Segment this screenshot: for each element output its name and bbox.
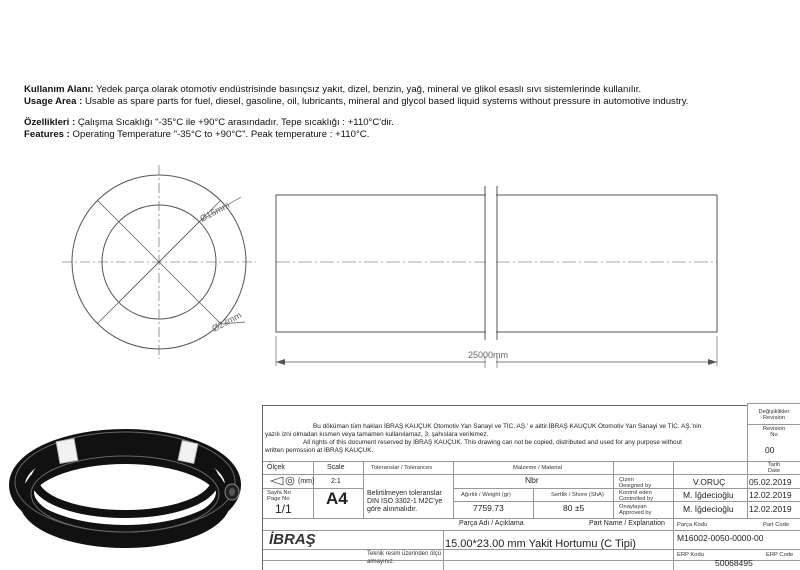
projection-symbol-icon bbox=[269, 476, 297, 486]
scale-label: Scale bbox=[327, 464, 345, 471]
scale-note: Teknik resim üzerinden ölçü almayınız. bbox=[367, 551, 442, 565]
inner-diameter-label: Ø15mm bbox=[198, 199, 232, 224]
copyright-en: All rights of this document reserved by İBRAŞ KAUÇUK. This drawing can not be copied, distributed and used for any purpose without bbox=[303, 439, 682, 446]
scale-value: 2:1 bbox=[331, 478, 341, 485]
hose-coil-photo bbox=[0, 420, 262, 569]
date-label: Tarih Date bbox=[767, 462, 781, 474]
tolerance-label: Toleranslar / Tolerances bbox=[371, 465, 433, 471]
changes-label: Değişiklikler Revision bbox=[758, 409, 790, 421]
unit: (mm) bbox=[298, 478, 315, 485]
tolerance-text: Belirtilmeyen toleranslar DIN ISO 3302-1 M2C'ye göre alınmalıdır. bbox=[367, 490, 443, 513]
usage-tr: Kullanım Alanı: Yedek parça olarak otomotiv endüstrisinde basınçsız yakıt, dizel, benzin, yağ, mineral ve glikol esaslı sıvı sistemlerinde kullanılır. bbox=[24, 84, 642, 95]
part-name-label-en: Part Name / Explanation bbox=[589, 520, 665, 527]
designed-date: 05.02.2019 bbox=[749, 477, 792, 487]
revision-no-label: Revision No bbox=[762, 426, 786, 438]
part-name: 15.00*23.00 mm Yakit Hortumu (C Tipi) bbox=[445, 538, 636, 550]
designed-label: Çizen Designed by bbox=[619, 477, 652, 489]
copyright-tr2: yazılı izni olmadan kısmen veya tamamen kullanılamaz, 3. şahıslara verilemez. bbox=[265, 431, 489, 438]
features-tr: Özellikleri : Çalışma Sıcaklığı "-35°C ile +90°C arasındadır. Tepe sıcaklığı : +110°C'dir. bbox=[24, 117, 394, 128]
paper-size: A4 bbox=[326, 489, 348, 508]
erp-code: 50068495 bbox=[715, 558, 753, 568]
material-value: Nbr bbox=[525, 475, 539, 485]
features-en: Features : Operating Temperature "-35°C to +90°C". Peak temperature : +110°C. bbox=[24, 128, 370, 140]
approved-date: 12.02.2019 bbox=[749, 504, 792, 514]
hardness-label: Sertlik / Shore (ShA) bbox=[551, 492, 604, 498]
part-code: M16002-0050-0000-00 bbox=[677, 533, 764, 543]
olcek-label: Ölçek bbox=[267, 464, 285, 471]
outer-diameter-label: Ø23mm bbox=[210, 309, 244, 334]
page-number: 1/1 bbox=[275, 502, 292, 516]
title-block bbox=[262, 405, 800, 570]
controlled-label: Kontrol eden Controlled by bbox=[619, 490, 654, 502]
designed-by: V.ORUÇ bbox=[693, 477, 726, 487]
approved-by: M. İğdecioğlu bbox=[683, 504, 734, 514]
part-code-label-en: Part Code bbox=[763, 522, 790, 528]
revision-no: 00 bbox=[765, 445, 775, 455]
hardness-value: 80 ±5 bbox=[563, 503, 585, 513]
copyright-tr: Bu döküman tüm hakları İBRAŞ KAUÇUK Otomotiv Yan Sanayi ve TİC. AŞ.' e aittir.İBRAŞ KAUÇUK Otomotiv Yan Sanayi ve TİC. AŞ.'nin bbox=[313, 423, 702, 430]
ibras-logo: İBRAŞ bbox=[269, 531, 316, 548]
controlled-by: M. İğdecioğlu bbox=[683, 490, 734, 500]
erp-label-en: ERP Code bbox=[766, 552, 794, 558]
weight-value: 7759.73 bbox=[473, 503, 504, 513]
weight-label: Ağırlık / Weight (gr) bbox=[461, 492, 511, 498]
approved-label: Onaylayan Approved by bbox=[619, 504, 652, 516]
page-label: Sayfa No Page No bbox=[267, 490, 291, 502]
part-code-label-tr: Parça Kodu bbox=[677, 522, 708, 528]
length-label: 25000mm bbox=[468, 350, 509, 360]
usage-en: Usage Area : Usable as spare parts for fuel, diesel, gasoline, oil, lubricants, mineral and glycol based liquid systems without pressure in automotive industry. bbox=[24, 95, 689, 107]
material-label: Malzeme / Material bbox=[513, 465, 562, 471]
part-name-label-tr: Parça Adı / Açıklama bbox=[459, 520, 524, 527]
copyright-en2: written permssion at İBRAŞ KAUÇUK. bbox=[265, 447, 374, 454]
erp-label-tr: ERP Kodu bbox=[677, 552, 704, 558]
controlled-date: 12.02.2019 bbox=[749, 490, 792, 500]
